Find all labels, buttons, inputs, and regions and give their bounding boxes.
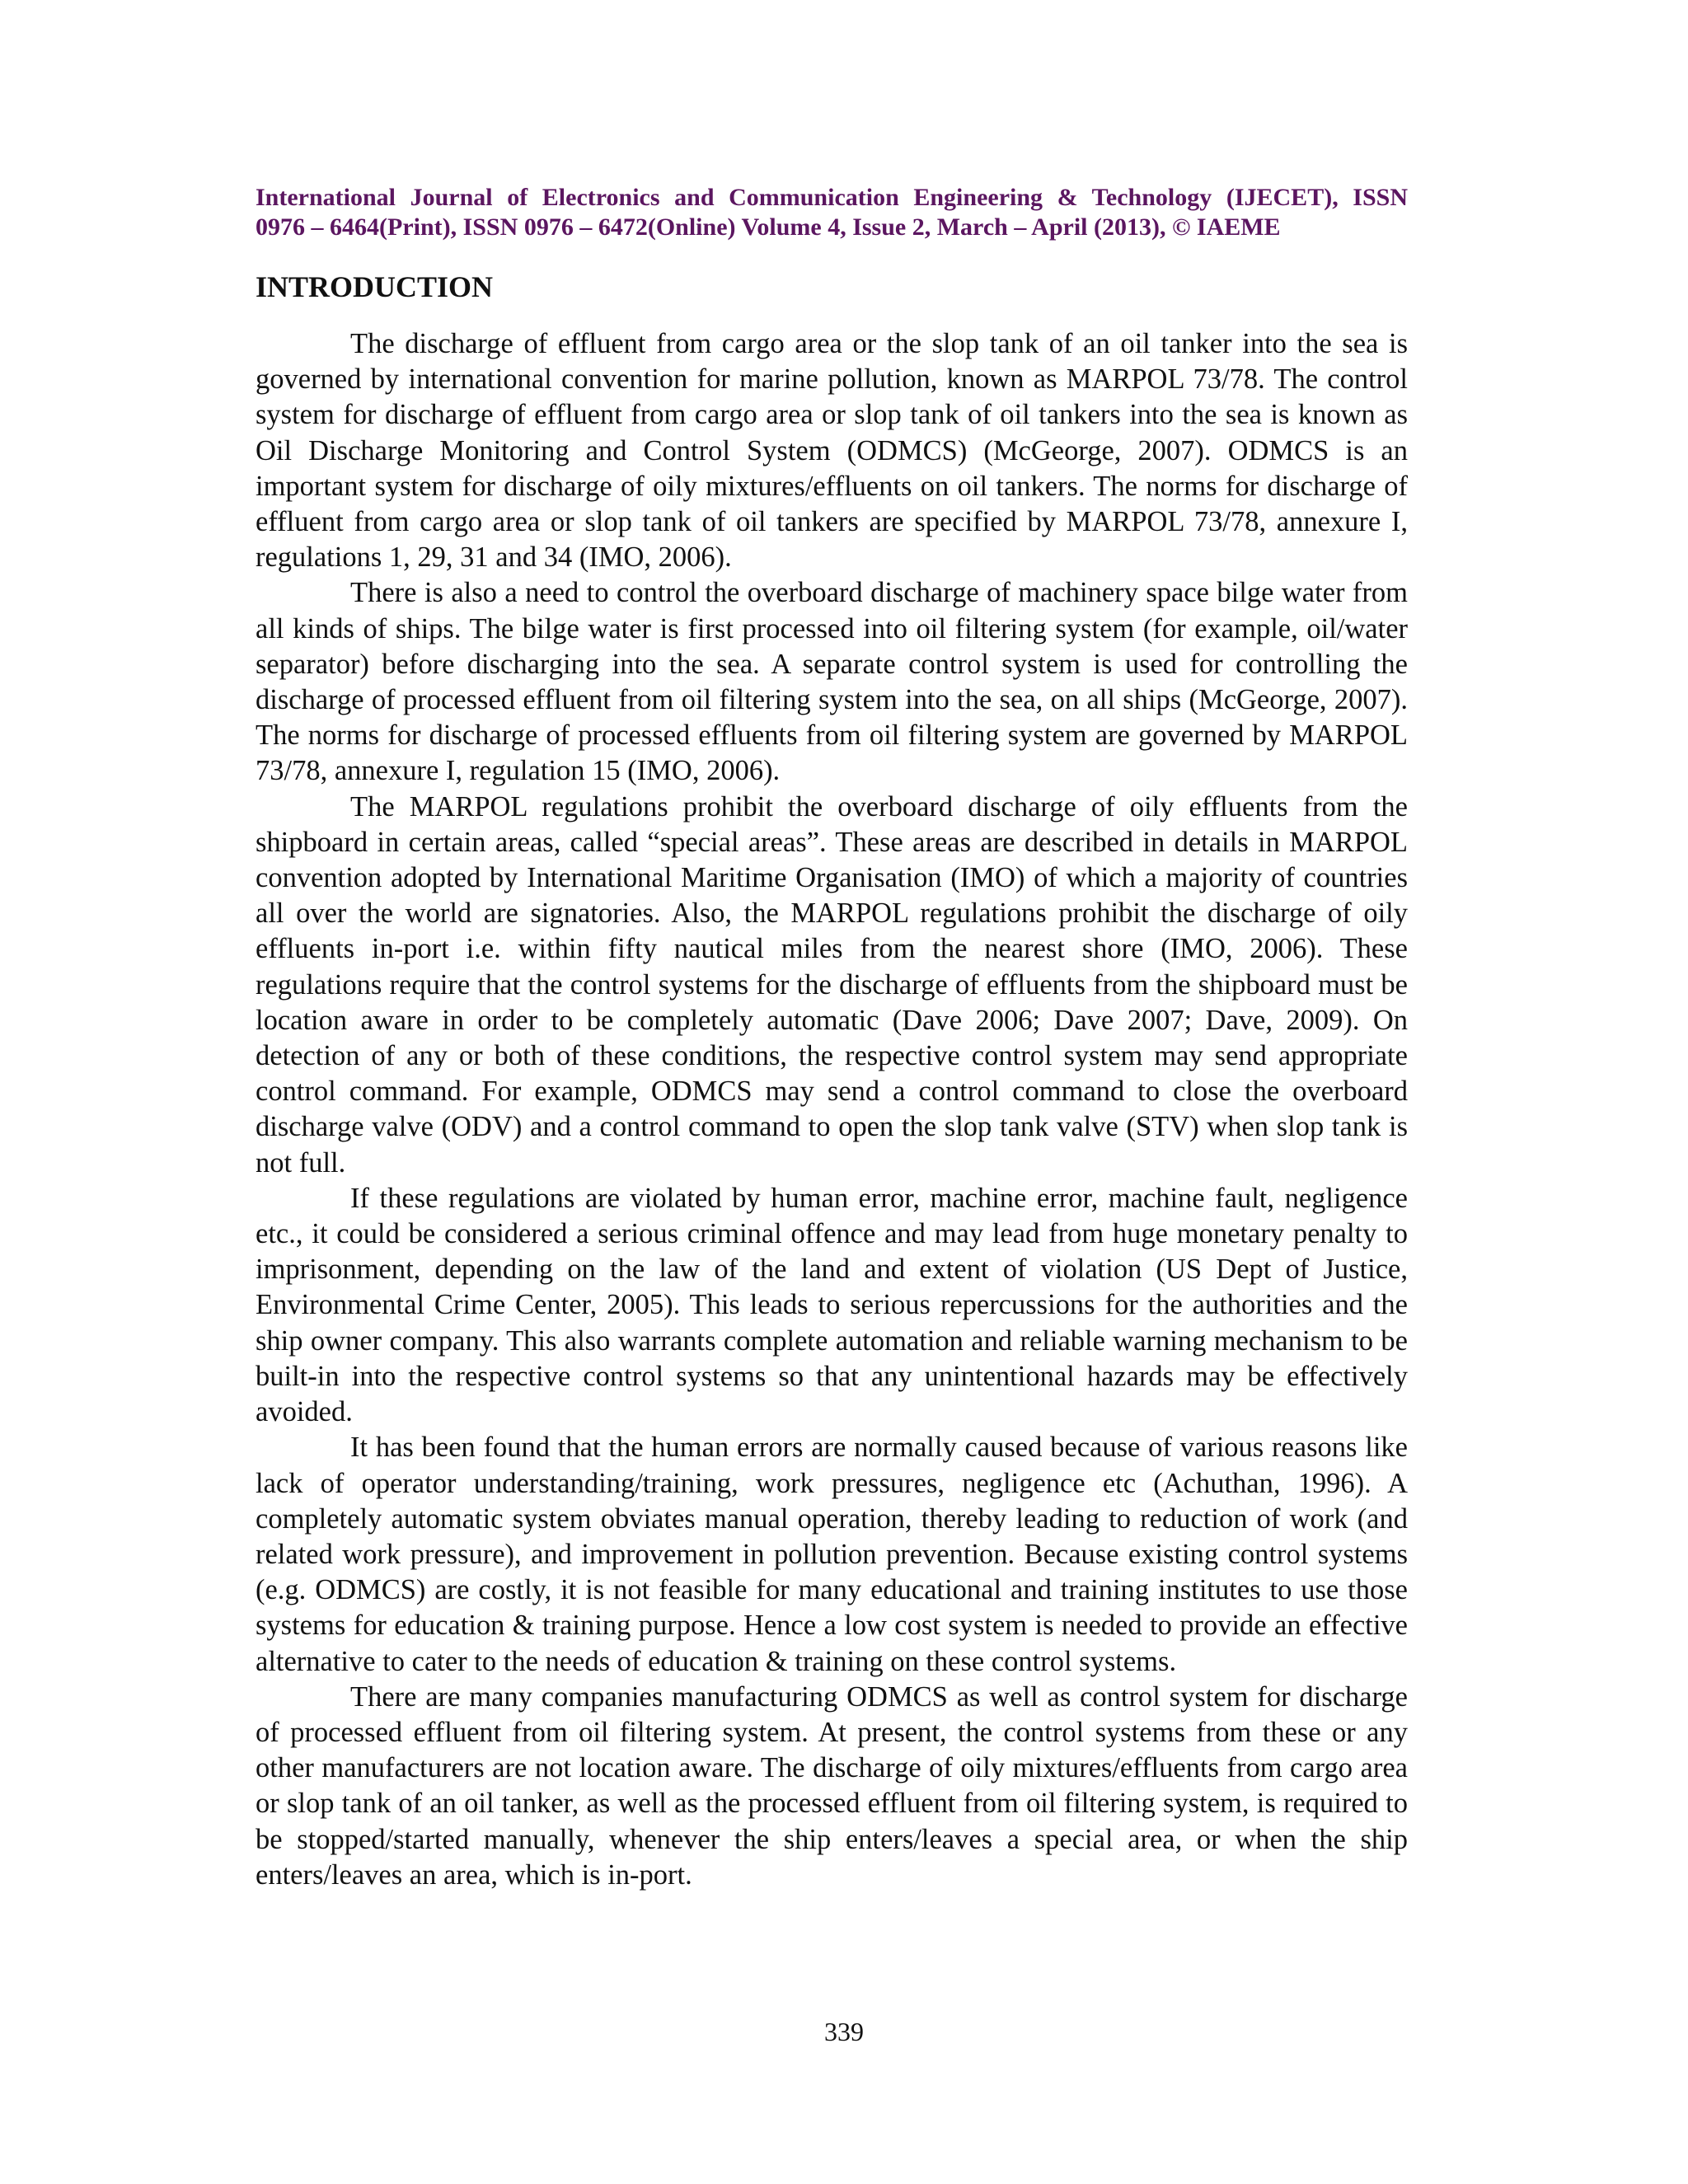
paragraph-2: There is also a need to control the overboard discharge of machinery space bilge water from all kinds of ships. The bilge water is first processed into oil filtering system (for example, oil/water separator) before discharging into the sea. A separate control system is used for controlling the discharge of processed effluent from oil filtering system into the sea, on all ships (McGeorge, 2007). The norms for discharge of processed effluents from oil filtering system are governed by MARPOL 73/78, annexure I, regulation 15 (IMO, 2006). xyxy=(256,577,1408,787)
paragraph-6: There are many companies manufacturing ODMCS as well as control system for discharge of processed effluent from oil filtering system. At present, the control systems from these or any other manufacturers are not location aware. The discharge of oily mixtures/effluents from cargo area or slop tank of an oil tanker, as well as the processed effluent from oil filtering system, is required to be stopped/started manually, whenever the ship enters/leaves a special area, or when the ship enters/leaves an area, which is in-port. xyxy=(256,1680,1408,1891)
journal-header xyxy=(256,183,1408,242)
paragraph-1: The discharge of effluent from cargo area or the slop tank of an oil tanker into the sea is governed by international convention for marine pollution, known as MARPOL 73/78. The control system for discharge of effluent from cargo area or slop tank of oil tankers into the sea is known as Oil Discharge Monitoring and Control System (ODMCS) (McGeorge, 2007). ODMCS is an important system for discharge of oily mixtures/effluents on oil tankers. The norms for discharge of effluent from cargo area or slop tank of oil tankers are specified by MARPOL 73/78, annexure I, regulations 1, 29, 31 and 34 (IMO, 2006). xyxy=(256,328,1408,574)
paragraph-5: It has been found that the human errors are normally caused because of various reasons like lack of operator understanding/training, work pressures, negligence etc (Achuthan, 1996). A completely automatic system obviates manual operation, thereby leading to reduction of work (and related work pressure), and improvement in pollution prevention. Because existing control systems (e.g. ODMCS) are costly, it is not feasible for many educational and training institutes to use those systems for education & training purpose. Hence a low cost system is needed to provide an effective alternative to cater to the needs of education & training on these control systems. xyxy=(256,1432,1408,1677)
page-number: 339 xyxy=(824,2017,864,2046)
paragraph-3: The MARPOL regulations prohibit the overboard discharge of oily effluents from the shipboard in certain areas, called “special areas”. These areas are described in details in MARPOL convention adopted by International Maritime Organisation (IMO) of which a majority of countries all over the world are signatories. Also, the MARPOL regulations prohibit the discharge of oily effluents in-port i.e. within fifty nautical miles from the nearest shore (IMO, 2006). These regulations require that the control systems for the discharge of effluents from the shipboard must be location aware in order to be completely automatic (Dave 2006; Dave 2007; Dave, 2009). On detection of any or both of these conditions, the respective control system may send appropriate control command. For example, ODMCS may send a control command to close the overboard discharge valve (ODV) and a control command to open the slop tank valve (STV) when slop tank is not full. xyxy=(256,790,1408,1179)
page-content xyxy=(256,183,1408,1893)
journal-header-line-2: 0976 – 6464(Print), ISSN 0976 – 6472(Online) Volume 4, Issue 2, March – April (2013), © IAEME xyxy=(256,213,1281,241)
body-text xyxy=(256,326,1408,1893)
journal-header-line-1: International Journal of Electronics and Communication Engineering & Technology (IJECET), ISSN xyxy=(256,184,1408,211)
paragraph-4: If these regulations are violated by human error, machine error, machine fault, negligence etc., it could be considered a serious criminal offence and may lead from huge monetary penalty to imprisonment, depending on the law of the land and extent of violation (US Dept of Justice, Environmental Crime Center, 2005). This leads to serious repercussions for the authorities and the ship owner company. This also warrants complete automation and reliable warning mechanism to be built-in into the respective control systems so that any unintentional hazards may be effectively avoided. xyxy=(256,1182,1408,1428)
section-title: INTRODUCTION xyxy=(256,270,494,303)
